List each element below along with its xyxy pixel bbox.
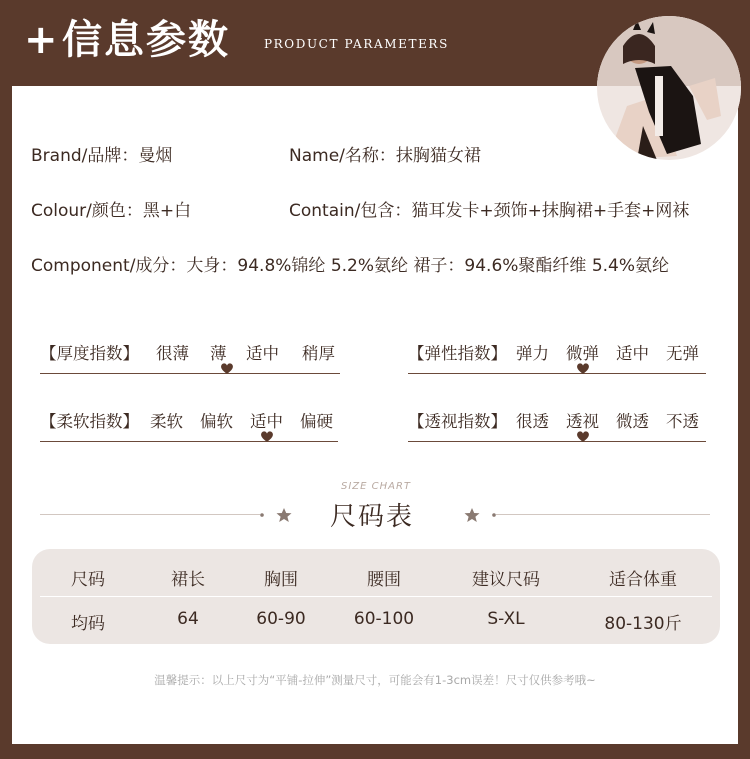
table-cell: S-XL [487, 609, 525, 629]
info-brand: Brand/品牌：曼烟 [31, 146, 173, 166]
sizechart-tag: SIZE CHART [341, 481, 412, 492]
table-header-cell: 尺码 [71, 570, 105, 590]
scale-option: 稍厚 [302, 344, 335, 363]
scale-label: 【弹性指数】 [408, 344, 507, 363]
scale-option: 柔软 [150, 412, 183, 431]
table-header-cell: 裙长 [171, 570, 205, 590]
scale-line [40, 373, 340, 374]
info-colour: Colour/颜色：黑+白 [31, 201, 192, 221]
scale-option: 透视 [566, 412, 599, 431]
scale-option: 无弹 [666, 344, 699, 363]
table-cell: 64 [177, 609, 199, 629]
size-table [32, 549, 720, 644]
table-header-cell: 建议尺码 [472, 570, 540, 590]
scale-option: 偏硬 [300, 412, 333, 431]
scale-option: 弹力 [516, 344, 549, 363]
info-contain: Contain/包含：猫耳发卡+颈饰+抹胸裙+手套+网袜 [289, 201, 690, 221]
table-cell: 60-90 [256, 609, 306, 629]
scale-label: 【透视指数】 [408, 412, 507, 431]
page-title: 信息参数 [62, 17, 230, 63]
star-left-icon [258, 507, 294, 523]
scale-label: 【柔软指数】 [40, 412, 139, 431]
scale-option: 很透 [516, 412, 549, 431]
sizechart-title: 尺码表 [330, 502, 415, 532]
scale-option: 不透 [666, 412, 699, 431]
scale-option: 适中 [246, 344, 279, 363]
heart-marker-icon [576, 362, 590, 375]
scale-option: 微透 [616, 412, 649, 431]
table-cell: 60-100 [353, 609, 415, 629]
scale-label: 【厚度指数】 [40, 344, 139, 363]
scale-line [408, 373, 706, 374]
page-subtitle: PRODUCT PARAMETERS [264, 37, 449, 51]
divider-left [40, 514, 260, 515]
heart-marker-icon [260, 430, 274, 443]
product-photo [597, 16, 741, 160]
scale-option: 适中 [616, 344, 649, 363]
heart-marker-icon [220, 362, 234, 375]
heart-marker-icon [576, 430, 590, 443]
scale-option: 薄 [210, 344, 227, 363]
info-component: Component/成分：大身：94.8%锦纶 5.2%氨纶 裙子：94.6%聚酯纤维 5.4%氨纶 [31, 256, 670, 276]
table-header-cell: 腰围 [367, 570, 401, 590]
scale-option: 偏软 [200, 412, 233, 431]
star-right-icon [462, 507, 498, 523]
table-header-cell: 胸围 [264, 570, 298, 590]
table-header-cell: 适合体重 [609, 570, 677, 590]
scale-option: 适中 [250, 412, 283, 431]
table-row-divider [40, 596, 712, 597]
scale-line [40, 441, 338, 442]
scale-line [408, 441, 706, 442]
plus-icon: + [24, 17, 58, 63]
size-note: 温馨提示：以上尺寸为“平铺-拉伸”测量尺寸，可能会有1-3cm误差！尺寸仅供参考哦~ [154, 673, 596, 687]
divider-right [496, 514, 710, 515]
table-cell: 均码 [71, 614, 105, 634]
scale-option: 微弹 [566, 344, 599, 363]
table-cell: 80-130斤 [604, 614, 682, 634]
scale-option: 很薄 [156, 344, 189, 363]
info-name: Name/名称：抹胸猫女裙 [289, 146, 481, 166]
